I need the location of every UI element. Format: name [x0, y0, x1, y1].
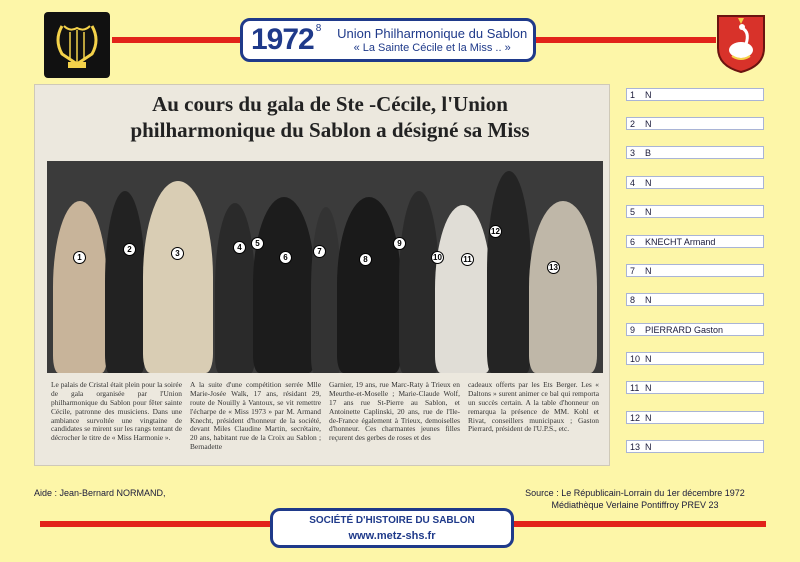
article-column: Le palais de Cristal était plein pour la soirée de gala organisée par l'Union philharmonique du Sablon pour fêter sainte Cécile, patronne des musiciens. Dans une ambiance survoltée une vingtaine de candidates se mirent sur les rangs tentant de décrocher le titre de « Miss Harmonie ». — [51, 381, 182, 443]
index-name: N — [645, 412, 652, 423]
index-name: N — [645, 353, 652, 364]
index-name: N — [645, 206, 652, 217]
index-name: N — [645, 118, 652, 129]
photo-number-badge: 3 — [171, 247, 184, 260]
photo-figure — [143, 181, 213, 373]
index-row — [626, 146, 764, 159]
index-row — [626, 293, 764, 306]
index-number: 7 — [630, 265, 636, 276]
coat-of-arms-icon — [716, 14, 766, 74]
title-text-block — [331, 26, 533, 54]
index-row — [626, 440, 764, 453]
headline-line-1: Au cours du gala de Ste -Cécile, l'Union — [152, 92, 508, 116]
index-row — [626, 176, 764, 189]
index-row — [626, 411, 764, 424]
source-line-2: Médiathèque Verlaine Pontiffroy PREV 23 — [551, 499, 719, 510]
group-photo — [47, 161, 603, 373]
index-row — [626, 88, 764, 101]
newspaper-clipping — [34, 84, 610, 466]
article-column: Garnier, 19 ans, rue Marc-Raty à Trieux en Meurthe-et-Moselle ; Marie-Claude Wolf, 17 ans rue St-Pierre au Sablon, et Antoinette Caplinski, 20 ans, rue de l'Ile-de-France également à Trieux, demoiselles d'honneur. Ces charmantes jeunes filles reçurent des gerbes de roses et des — [329, 381, 460, 443]
footer-website-link[interactable]: www.metz-shs.fr — [348, 530, 436, 542]
photo-number-badge: 11 — [461, 253, 474, 266]
index-row — [626, 205, 764, 218]
header-red-line-right — [536, 37, 716, 43]
header-red-line-left — [112, 37, 242, 43]
photo-figure — [399, 191, 439, 373]
source-credit — [500, 488, 770, 511]
index-name: N — [645, 382, 652, 393]
index-row — [626, 381, 764, 394]
index-row — [626, 323, 764, 336]
clipping-headline — [95, 91, 565, 144]
photo-figure — [337, 197, 401, 373]
source-line-1: Source : Le Républicain-Lorrain du 1er décembre 1972 — [525, 488, 745, 498]
index-number: 9 — [630, 324, 636, 335]
index-row — [626, 352, 764, 365]
credit-aide: Aide : Jean-Bernard NORMAND, — [34, 488, 166, 498]
index-number: 5 — [630, 206, 636, 217]
photo-figure — [215, 203, 255, 373]
photo-number-badge: 7 — [313, 245, 326, 258]
photo-number-badge: 6 — [279, 251, 292, 264]
index-name: B — [645, 147, 652, 158]
index-number: 4 — [630, 177, 636, 188]
photo-number-badge: 4 — [233, 241, 246, 254]
photo-number-badge: 10 — [431, 251, 444, 264]
index-number: 1 — [630, 89, 636, 100]
photo-number-badge: 9 — [393, 237, 406, 250]
index-number: 10 — [630, 353, 641, 364]
index-name: N — [645, 294, 652, 305]
photo-figure — [105, 191, 145, 373]
index-number: 2 — [630, 118, 636, 129]
index-name: PIERRARD Gaston — [645, 324, 724, 335]
photo-figure — [435, 205, 491, 373]
headline-line-2: philharmonique du Sablon a désigné sa Miss — [130, 118, 530, 143]
index-number: 12 — [630, 412, 641, 423]
page-title-box — [240, 18, 536, 62]
year-superscript: 8 — [315, 22, 322, 34]
index-name: KNECHT Armand — [645, 236, 716, 247]
photo-number-badge: 5 — [251, 237, 264, 250]
photo-figure — [253, 197, 315, 373]
photo-number-badge: 2 — [123, 243, 136, 256]
index-number: 11 — [630, 382, 640, 393]
photo-number-badge: 12 — [489, 225, 502, 238]
article-body — [51, 381, 599, 463]
article-column: A la suite d'une compétition serrée Mlle Marie-Josée Walk, 17 ans, résidant 29, route de Nouilly à Vantoux, se vit remettre l'écharpe de « Miss 1973 » par M. Armand Knecht, président d'honneur de la société, devant Miles Claudine Martin, secrétaire, 20 ans, habitant rue de la Croix au Sablon ; Bernadette — [190, 381, 321, 452]
index-name: N — [645, 265, 652, 276]
index-row — [626, 264, 764, 277]
index-number: 6 — [630, 236, 636, 247]
year-label: 1972 — [251, 23, 314, 56]
photo-figure — [487, 171, 531, 373]
index-name: N — [645, 441, 652, 452]
index-row — [626, 117, 764, 130]
index-name: N — [645, 177, 652, 188]
index-number: 8 — [630, 294, 636, 305]
footer-red-line-left — [40, 521, 272, 527]
page-subtitle: « La Sainte Cécile et la Miss .. » — [353, 42, 511, 54]
photo-number-badge: 13 — [547, 261, 560, 274]
footer-title: SOCIÉTÉ D'HISTOIRE DU SABLON — [309, 515, 475, 526]
photo-number-badge: 8 — [359, 253, 372, 266]
footer-box — [270, 508, 514, 548]
footer-red-line-right — [512, 521, 766, 527]
lyre-logo-icon — [44, 12, 110, 78]
photo-number-badge: 1 — [73, 251, 86, 264]
photo-figure — [529, 201, 597, 373]
index-number: 13 — [630, 441, 641, 452]
page-title: Union Philharmonique du Sablon — [337, 26, 528, 41]
photo-figure — [53, 201, 107, 373]
index-name: N — [645, 89, 652, 100]
index-row — [626, 235, 764, 248]
index-number: 3 — [630, 147, 636, 158]
article-column: cadeaux offerts par les Ets Berger. Les « Daltons » surent animer ce bal qui remporta un succès certain. A la table d'honneur on remarqua la présence de MM. Kohl et Rivat, conseillers municipaux ; Gaston Pierrard, président de l'U.P.S., etc. — [468, 381, 599, 434]
